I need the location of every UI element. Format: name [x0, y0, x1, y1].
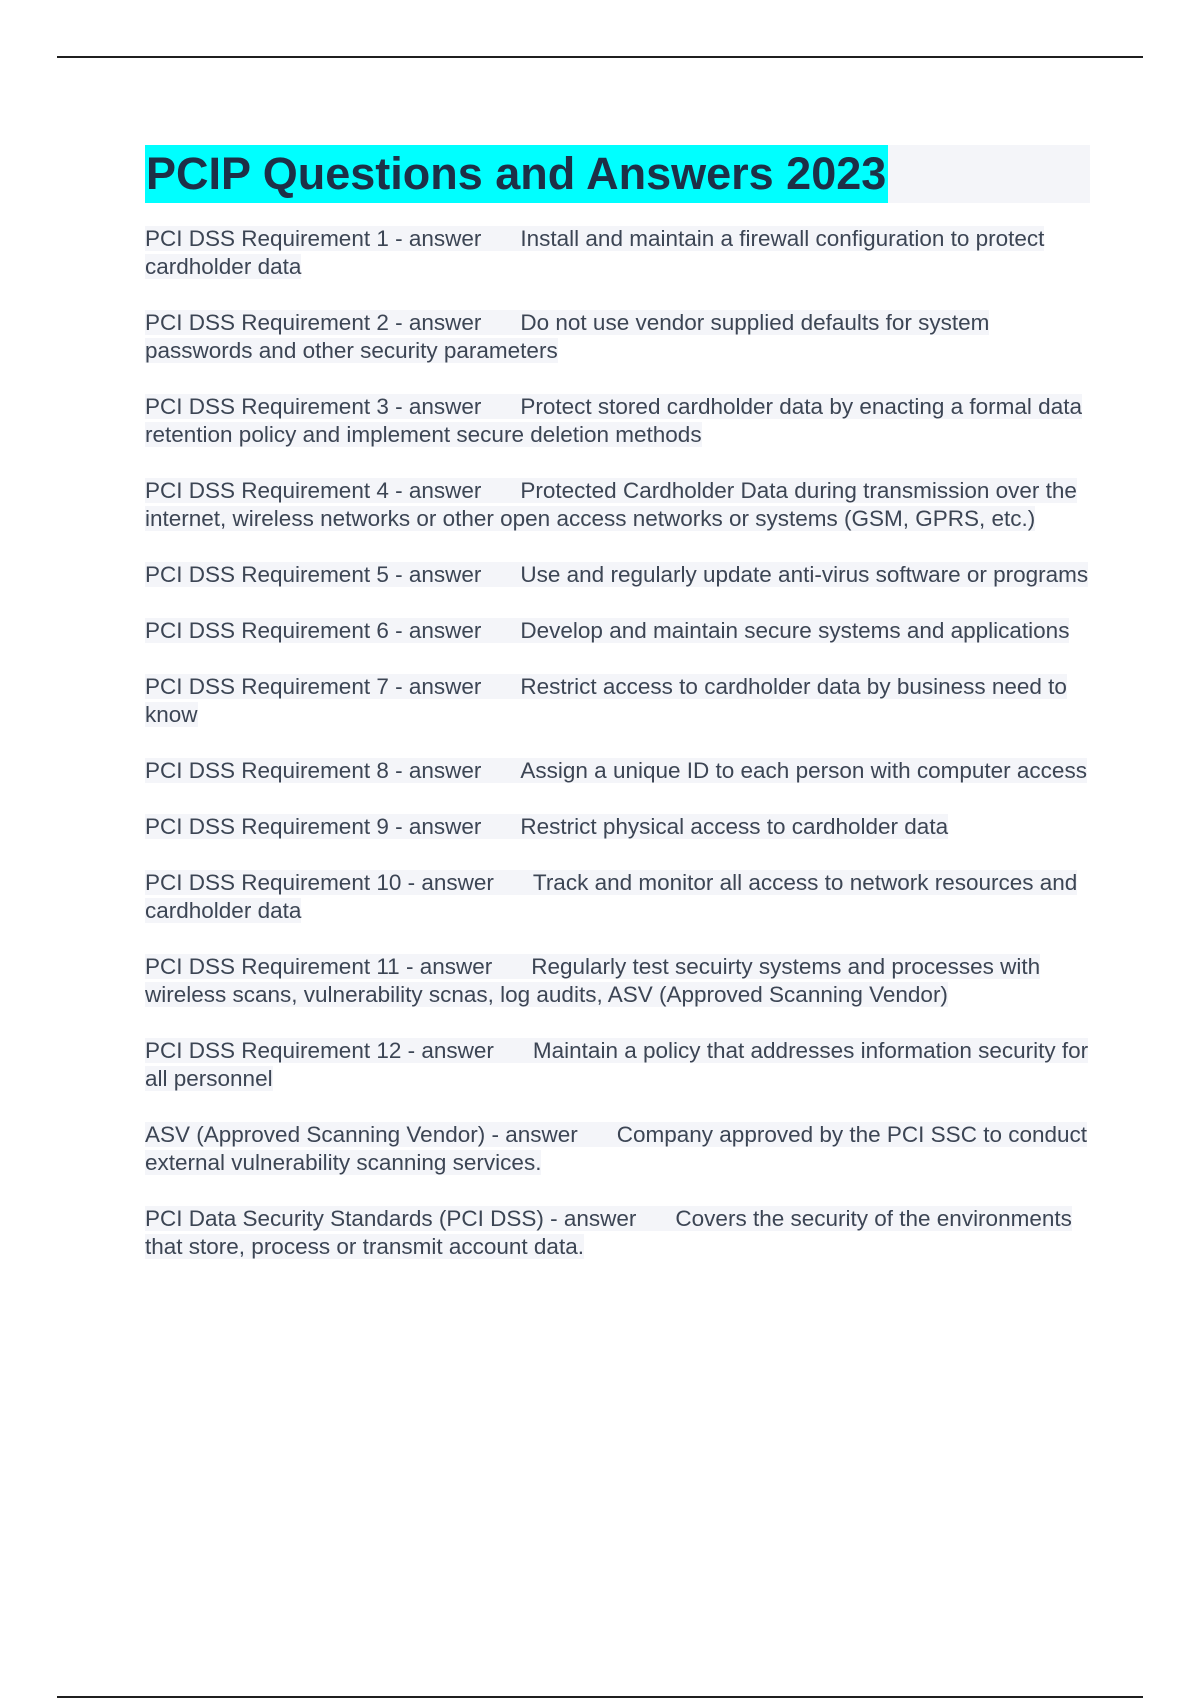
question-text: PCI DSS Requirement 8 - answer [145, 758, 482, 783]
question-text: ASV (Approved Scanning Vendor) - answer [145, 1122, 578, 1147]
answer-text: Install and maintain a firewall configuration to protect cardholder data [145, 226, 1045, 279]
question-text: PCI DSS Requirement 11 - answer [145, 954, 493, 979]
answer-text: Company approved by the PCI SSC to conduct external vulnerability scanning services. [145, 1122, 1088, 1175]
answer-text: Regularly test secuirty systems and processes with wireless scans, vulnerability scnas, log audits, ASV (Approved Scanning Vendor) [145, 954, 1041, 1007]
answer-text: Covers the security of the environments that store, process or transmit account data. [145, 1206, 1072, 1259]
question-text: PCI DSS Requirement 4 - answer [145, 478, 482, 503]
page-title: PCIP Questions and Answers 2023 [145, 145, 888, 203]
document-body [145, 145, 1090, 1289]
title-block [145, 145, 1090, 203]
answer-text: Do not use vendor supplied defaults for system passwords and other security parameters [145, 310, 990, 363]
qa-item [145, 561, 1090, 589]
qa-item [145, 1205, 1090, 1261]
answer-text: Use and regularly update anti-virus software or programs [520, 562, 1089, 587]
question-text: PCI Data Security Standards (PCI DSS) - answer [145, 1206, 637, 1231]
answer-text: Develop and maintain secure systems and applications [520, 618, 1070, 643]
bottom-divider [57, 1696, 1143, 1698]
question-text: PCI DSS Requirement 9 - answer [145, 814, 482, 839]
question-text: PCI DSS Requirement 2 - answer [145, 310, 482, 335]
qa-item [145, 869, 1090, 925]
question-text: PCI DSS Requirement 6 - answer [145, 618, 482, 643]
qa-item [145, 813, 1090, 841]
qa-item [145, 477, 1090, 533]
question-text: PCI DSS Requirement 7 - answer [145, 674, 482, 699]
answer-text: Protect stored cardholder data by enacting a formal data retention policy and implement secure deletion methods [145, 394, 1082, 447]
qa-list [145, 225, 1090, 1261]
answer-text: Restrict access to cardholder data by business need to know [145, 674, 1067, 727]
question-text: PCI DSS Requirement 5 - answer [145, 562, 482, 587]
answer-text: Assign a unique ID to each person with computer access [520, 758, 1087, 783]
qa-item [145, 757, 1090, 785]
qa-item [145, 673, 1090, 729]
top-divider [57, 56, 1143, 58]
question-text: PCI DSS Requirement 3 - answer [145, 394, 482, 419]
question-text: PCI DSS Requirement 12 - answer [145, 1038, 494, 1063]
qa-item [145, 225, 1090, 281]
question-text: PCI DSS Requirement 10 - answer [145, 870, 494, 895]
answer-text: Protected Cardholder Data during transmission over the internet, wireless networks or other open access networks or systems (GSM, GPRS, etc.) [145, 478, 1077, 531]
qa-item [145, 1037, 1090, 1093]
answer-text: Maintain a policy that addresses information security for all personnel [145, 1038, 1089, 1091]
answer-text: Track and monitor all access to network resources and cardholder data [145, 870, 1078, 923]
question-text: PCI DSS Requirement 1 - answer [145, 226, 482, 251]
qa-item [145, 953, 1090, 1009]
qa-item [145, 393, 1090, 449]
answer-text: Restrict physical access to cardholder data [520, 814, 949, 839]
qa-item [145, 1121, 1090, 1177]
qa-item [145, 617, 1090, 645]
qa-item [145, 309, 1090, 365]
